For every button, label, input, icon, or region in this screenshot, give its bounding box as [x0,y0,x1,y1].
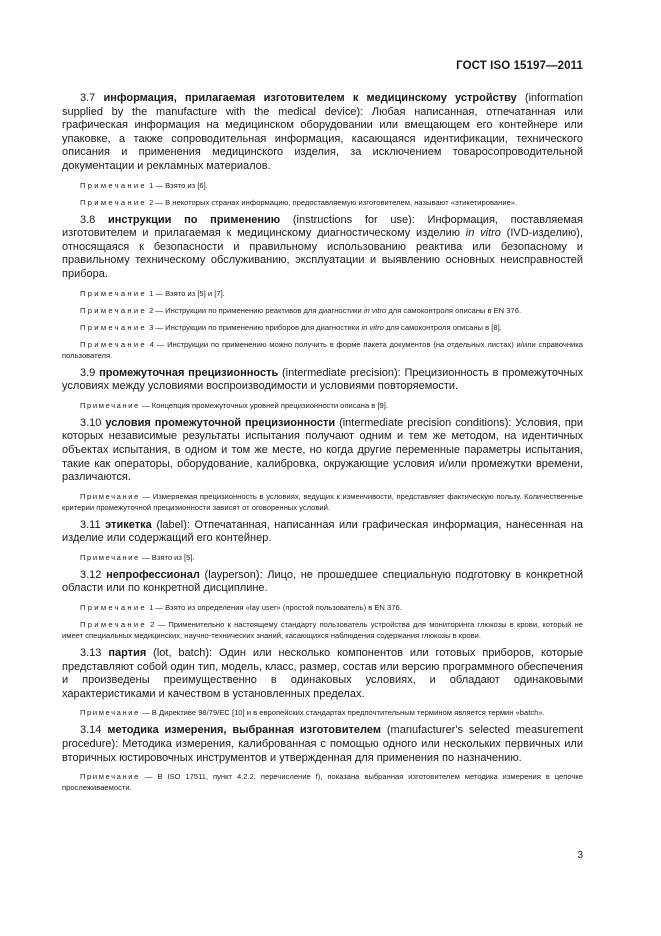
term-title: методика измерения, выбранная изготовителем [107,724,381,737]
term-number: 3.9 [80,366,96,379]
term-3-9 [62,367,583,394]
note-3-8-1: Примечание 1 — Взято из [5] и [7]. [80,288,225,298]
note-3-8-4: Примечание 4 — Инструкции по применению можно получить в форме пакета документов (на отдельных листах) и/или справочника пользователя. [62,339,583,360]
note-3-8-3: Примечание 3 — Инструкции по применению приборов для диагностики in vitro для самоконтроля описаны в [8]. [80,322,502,332]
term-title: инструкции по применению [108,213,281,226]
term-number: 3.7 [80,92,96,104]
term-3-12 [62,569,583,596]
term-3-11 [62,519,583,546]
note-3-12-2: Примечание 2 — Применительно к настоящему стандарту пользователь устройства для мониторинга глюкозы в крови, который не имеет специальных медицинских, научно-технических знаний, касающихся наблюдения содержания глюкозы в крови. [62,620,583,641]
term-definition: (information supplied by the manufacture with the medical device): Любая написанная, отпечатанная или графическая информация на медицинском оборудовании или вмещающем его контейнере или упаковке, а также сопроводительная информация, касающаяся идентификации, технического описания и применения медицинского изделия, за исключением товаросопроводительной документации и рекламных материалов. [62,92,584,172]
note-label: Примечание [80,491,140,501]
term-title: промежуточная прецизионность [99,366,279,379]
note-3-8-2: Примечание 2 — Инструкции по применению реактивов для диагностики in vitro для самоконтроля описаны в EN 376. [80,305,522,315]
note-label: Примечание [80,772,140,782]
note-label: Примечание [80,603,147,613]
note-label: Примечание [80,197,147,207]
term-definition: (intermediate precision): Прецизионность в промежуточных условиях между условиями воспроизводимости и условиями повторяемости. [62,366,583,393]
note-3-12-1: Примечание 1 — Взято из определения «lay user» (простой пользователь) в EN 376. [80,603,402,613]
term-3-13 [62,647,583,701]
note-label: Примечание [80,305,147,315]
term-title: этикетка [105,518,152,531]
term-number: 3.14 [80,724,102,737]
term-definition: (manufacturer's selected measurement procedure): Методика измерения, калиброванная с помощью одного или нескольких первичных или вторичных юстировочных инструментов и утвержденная для применения по назначению. [62,724,583,764]
term-number: 3.8 [80,213,96,226]
term-definition: (label): Отпечатанная, написанная или графическая информация, нанесенная на изделие или содержащий его контейнер. [62,518,583,545]
term-title: информация, прилагаемая изготовителем к медицинскому устройству [103,92,517,104]
term-title: партия [108,647,147,660]
term-3-7 [62,92,583,174]
term-3-10 [62,417,583,485]
term-number: 3.10 [80,416,102,429]
note-label: Примечание [80,400,140,410]
note-3-14: Примечание — В ISO 17511, пункт 4.2.2, перечисление f), показана выбранная изготовителем методика измерения в цепочке прослеживаемости. [62,772,583,793]
note-label: Примечание [80,552,140,562]
note-label: Примечание [80,288,147,298]
document-header: ГОСТ ISO 15197—2011 [456,60,583,72]
term-title: условия промежуточной прецизионности [105,416,336,429]
note-3-10: Примечание — Измеряемая прецизионность в условиях, ведущих к изменчивости, представляет фактическую пользу. Количественные критерии промежуточной прецизионности зависят от оговоренных условий. [62,491,583,512]
note-3-13: Примечание — В Директиве 98/79/ЕС [10] и в европейских стандартах предпочтительным термином является термин «batch». [80,708,545,718]
note-label: Примечание [80,339,147,349]
term-definition: (intermediate precision conditions): Условия, при которых независимые результаты испытания получают одним и тем же методом, на идентичных объектах испытания, в одном и том же месте, но когда другие переменные параметры испытания, такие как операторы, оборудование, калибровка, окружающие условия и/или промежутки времени, различаются. [62,416,583,484]
page-number: 3 [577,850,583,861]
term-definition: (lot, batch): Один или несколько компонентов или готовых приборов, которые представляют собой один тип, модель, класс, размер, состав или версию программного обеспечения и произведены преимущественно в одинаковых условиях, и обладают одинаковыми характеристиками и качеством в установленных пределах. [62,647,583,700]
term-3-8: 3.8 инструкции по применению (instructions for use): Информация, поставляемая изготовителем и прилагаемая к медицинскому диагностическому изделию in vitro (IVD-изделию), относящаяся к безопасности и правильному использованию реактива или безопасному и правильному техническому обслуживанию, эксплуатации и выявлению основных неисправностей прибора. [62,213,583,280]
note-3-7-1: Примечание 1 — Взято из [6]. [80,180,208,190]
term-title: непрофессионал [106,568,200,581]
note-label: Примечание [80,322,147,332]
note-3-7-2: Примечание 2 — В некоторых странах информацию, предоставляемую изготовителем, называют «этикетирование». [80,197,518,207]
note-label: Примечание [80,620,147,630]
term-3-14 [62,724,583,765]
term-number: 3.12 [80,568,102,581]
note-3-11: Примечание — Взято из [5]. [80,552,195,562]
document-body [62,92,583,799]
term-definition: (layperson): Лицо, не прошедшее специальную подготовку в конкретной области или по конкретной дисциплине. [62,568,584,595]
term-number: 3.11 [80,518,101,531]
term-number: 3.13 [80,647,102,660]
note-label: Примечание [80,180,147,190]
note-label: Примечание [80,708,140,718]
note-3-9: Примечание — Концепция промежуточных уровней прецизионности описана в [9]. [80,400,388,410]
